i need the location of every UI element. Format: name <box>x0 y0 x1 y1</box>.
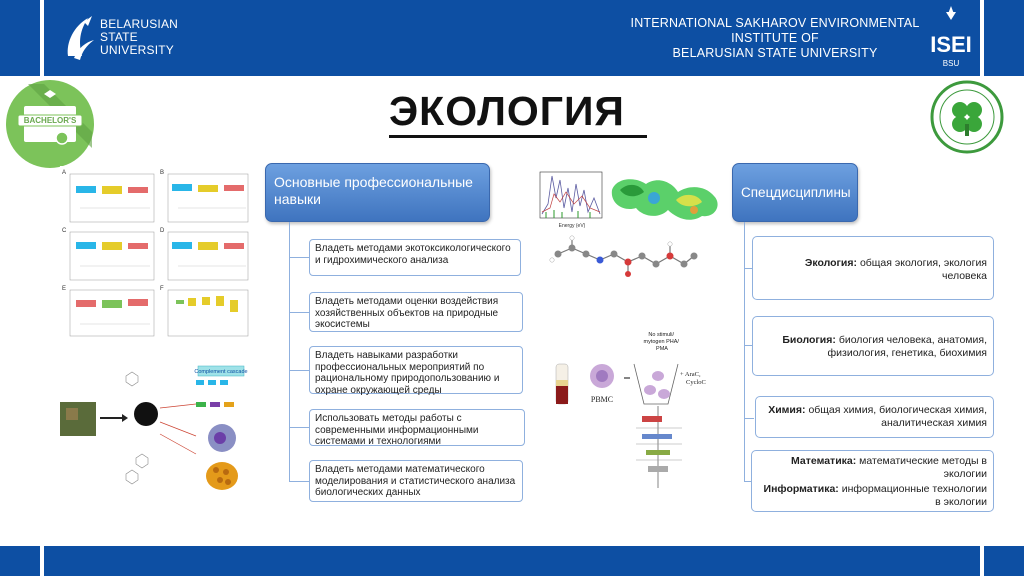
skill-item: Владеть методами экотоксикологического и гидрохимического анализа <box>309 239 521 276</box>
discipline-math: Математика: математические методы в экологии <box>791 455 987 480</box>
discipline-ecology: Экология: общая экология, экология человека <box>752 236 994 300</box>
isei-logo-sub: BSU <box>942 59 960 68</box>
panel-label-e: E <box>62 286 67 292</box>
footer-bar <box>0 546 1024 576</box>
skills-header-text: Основные профессиональные навыки <box>274 174 473 207</box>
discipline-chemistry: Химия: общая химия, биологическая химия, аналитическая химия <box>755 396 994 438</box>
skill-item: Владеть методами оценки воздействия хозяйственных объектов на природные экосистемы <box>309 292 523 332</box>
header-divider-right <box>980 0 984 76</box>
bachelor-badge-icon <box>4 78 96 170</box>
header-divider-left <box>40 0 44 76</box>
institute-name: INTERNATIONAL SAKHAROV ENVIRONMENTAL INSTITUTE OF BELARUSIAN STATE UNIVERSITY <box>630 16 920 60</box>
disciplines-header-text: Спецдисциплины <box>741 185 851 200</box>
skills-connector-trunk <box>289 222 290 481</box>
pbmc-stimuli-label: No stimuli/ mytogen PHA/ PMA <box>643 332 679 352</box>
header-bar <box>0 0 1024 76</box>
complement-cascade-label: Complement cascade <box>194 369 248 375</box>
panel-label-f: F <box>160 286 164 292</box>
skills-connector-1 <box>289 257 309 258</box>
skills-connector-3 <box>289 370 309 371</box>
university-name: BELARUSIAN STATE UNIVERSITY <box>100 17 179 57</box>
molecule-structure-figure <box>548 234 702 284</box>
skills-connector-4 <box>289 427 309 428</box>
complement-pathway-figure <box>56 362 256 500</box>
panel-label-a: A <box>62 170 67 176</box>
pbmc-drugs-label: + AraC, CycloC <box>680 371 706 386</box>
page-title: ЭКОЛОГИЯ <box>389 88 625 134</box>
discipline-biology: Биология: биология человека, анатомия, физиология, генетика, биохимия <box>752 316 994 376</box>
boxplot-figure <box>60 166 250 340</box>
discipline-informatics: Информатика: информационные технологии в экологии <box>763 483 987 508</box>
panel-label-b: B <box>160 170 165 176</box>
skills-connector-2 <box>289 312 309 313</box>
disciplines-header <box>732 163 858 222</box>
skill-item: Владеть методами математического моделирования и статистического анализа биологических данных <box>309 460 523 502</box>
energy-axis-label: Energy (eV) <box>558 223 586 229</box>
molecule-surface-figure <box>606 170 726 230</box>
panel-label-c: C <box>62 228 67 234</box>
skills-connector-5 <box>289 481 309 482</box>
disciplines-connector-3 <box>744 418 754 419</box>
pbmc-experiment-figure <box>546 328 712 490</box>
faculty-emblem-icon <box>930 80 1004 154</box>
bachelor-badge-text: BACHELOR'S <box>23 116 77 125</box>
discipline-math-informatics <box>751 450 994 512</box>
skill-item: Владеть навыками разработки профессиональных мероприятий по рациональному природопользованию и охране окружающей среды <box>309 346 523 394</box>
isei-logo-icon <box>928 4 974 72</box>
panel-label-d: D <box>160 228 165 234</box>
footer-divider-right <box>980 546 984 576</box>
skills-header <box>265 163 490 222</box>
pbmc-label: PBMC <box>590 395 614 404</box>
disciplines-connector-trunk <box>744 222 745 482</box>
footer-divider-left <box>40 546 44 576</box>
spectrum-figure <box>534 168 606 230</box>
isei-logo-text: ISEI <box>930 32 972 57</box>
title-underline <box>389 135 647 138</box>
skill-item: Использовать методы работы с современными информационными системами и технологиями <box>309 409 525 446</box>
